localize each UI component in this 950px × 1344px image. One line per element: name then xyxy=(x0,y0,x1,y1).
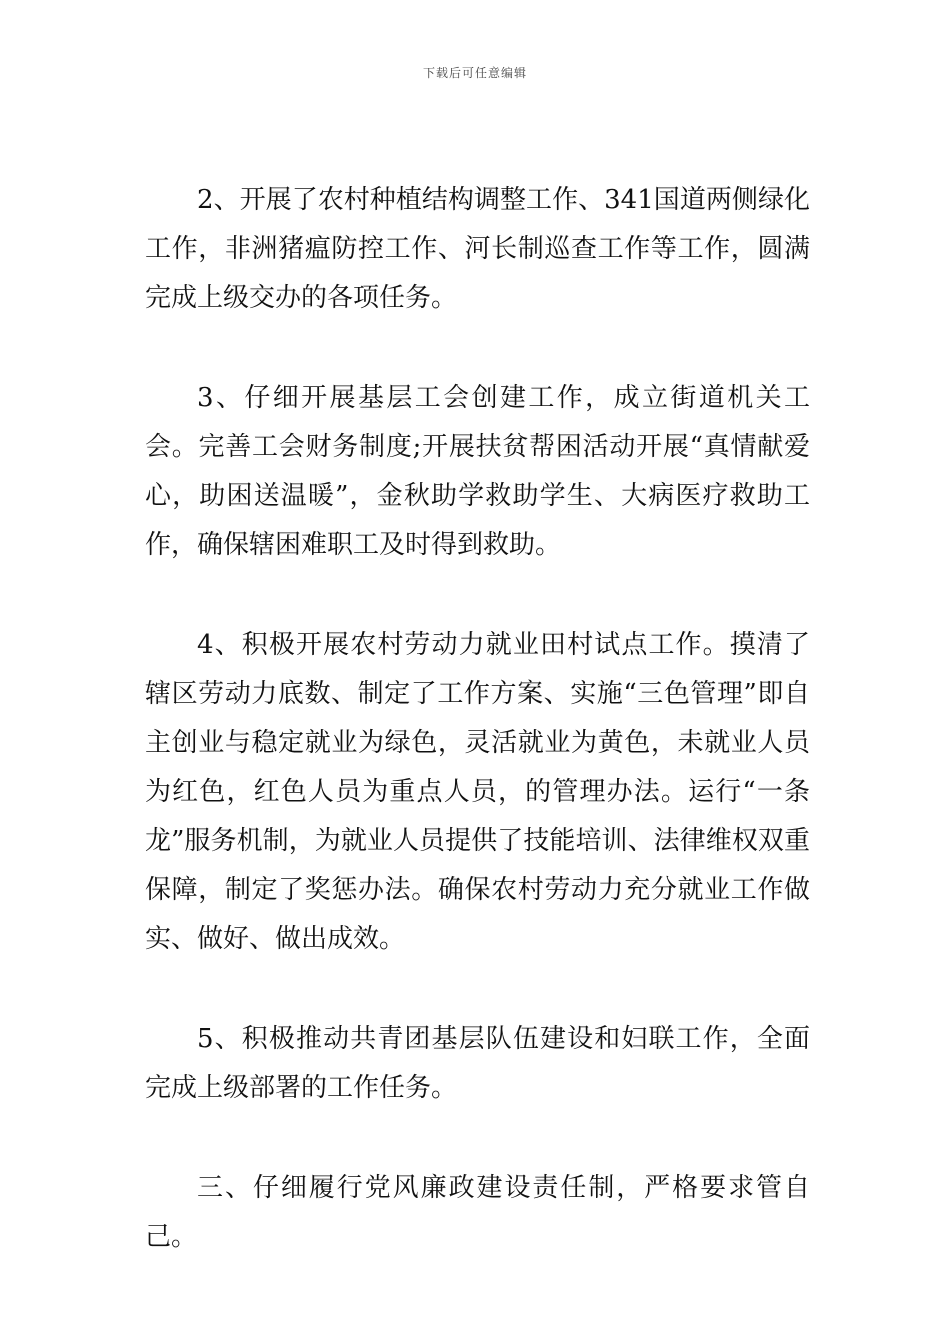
page-header: 下载后可任意编辑 xyxy=(422,66,527,80)
paragraph-item-4: 4、积极开展农村劳动力就业田村试点工作。摸清了辖区劳动力底数、制定了工作方案、实施“三色管理”即自主创业与稳定就业为绿色，灵活就业为黄色，未就业人员为红色，红色人员为重点人员，的管理办法。运行“一条龙”服务机制，为就业人员提供了技能培训、法律维权双重保障，制定了奖惩办法。确保农村劳动力充分就业工作做实、做好、做出成效。 xyxy=(145,630,810,954)
document-body xyxy=(145,176,810,1313)
paragraph-item-2: 2、开展了农村种植结构调整工作、341国道两侧绿化工作，非洲猪瘟防控工作、河长制巡查工作等工作，圆满完成上级交办的各项任务。 xyxy=(145,185,810,313)
section-heading-3: 三、仔细履行党风廉政建设责任制，严格要求管自己。 xyxy=(145,1173,810,1252)
paragraph-item-3: 3、仔细开展基层工会创建工作，成立街道机关工会。完善工会财务制度;开展扶贫帮困活动开展“真情献爱心，助困送温暖”，金秋助学救助学生、大病医疗救助工作，确保辖困难职工及时得到救助。 xyxy=(145,383,810,560)
paragraph-item-5: 5、积极推动共青团基层队伍建设和妇联工作，全面完成上级部署的工作任务。 xyxy=(145,1024,810,1103)
